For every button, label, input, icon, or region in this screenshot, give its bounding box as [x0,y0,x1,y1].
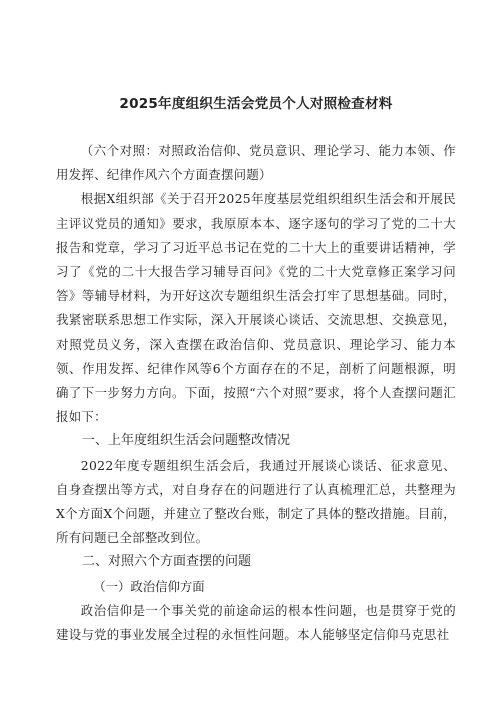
section-heading: 二、对照六个方面查摆的问题 [82,554,252,570]
body-paragraph: （六个对照：对照政治信仰、党员意识、理论学习、能力本领、作用发挥、纪律作风六个方面查摆问题） [56,143,456,183]
body-paragraph: 2022年度专题组织生活会后，我通过开展谈心谈话、征求意见、自身查摆出等方式，对自身存在的问题进行了认真梳理汇总，共整理为X个方面X个问题，并建立了整改台账，制定了具体的整改措施。目前，所有问题已全部整改到位。 [56,457,456,546]
subsection-heading: （一）政治信仰方面 [93,578,205,594]
body-paragraph: 政治信仰是一个事关党的前途命运的根本性问题，也是贯穿于党的建设与党的事业发展全过程的永恒性问题。本人能够坚定信仰马克思社 [56,602,456,643]
section-heading: 一、上年度组织生活会问题整改情况 [82,433,291,449]
body-paragraph: 根据X组织部《关于召开2025年度基层党组织组织生活会和开展民主评议党员的通知》要求，我原原本本、逐字逐句的学习了党的二十大报告和党章，学习了习近平总书记在党的二十大上的重要讲话精神，学习了《党的二十大报告学习辅导百问》《党的二十大党章修正案学习问答》等辅导材料，为开好这次专题组织生活会打牢了思想基础。同时，我紧密联系思想工作实际，深入开展谈心谈话、交流思想、交换意见，对照党员义务，深入查摆在政治信仰、党员意识、理论学习、能力本领、作用发挥、纪律作风等6个方面存在的不足，剖析了问题根源，明确了下一步努力方向。下面，按照“六个对照”要求，将个人查摆问题汇报如下： [56,191,456,425]
document-body [56,139,456,647]
document-title: 2025年度组织生活会党员个人对照检查材料 [119,96,393,112]
